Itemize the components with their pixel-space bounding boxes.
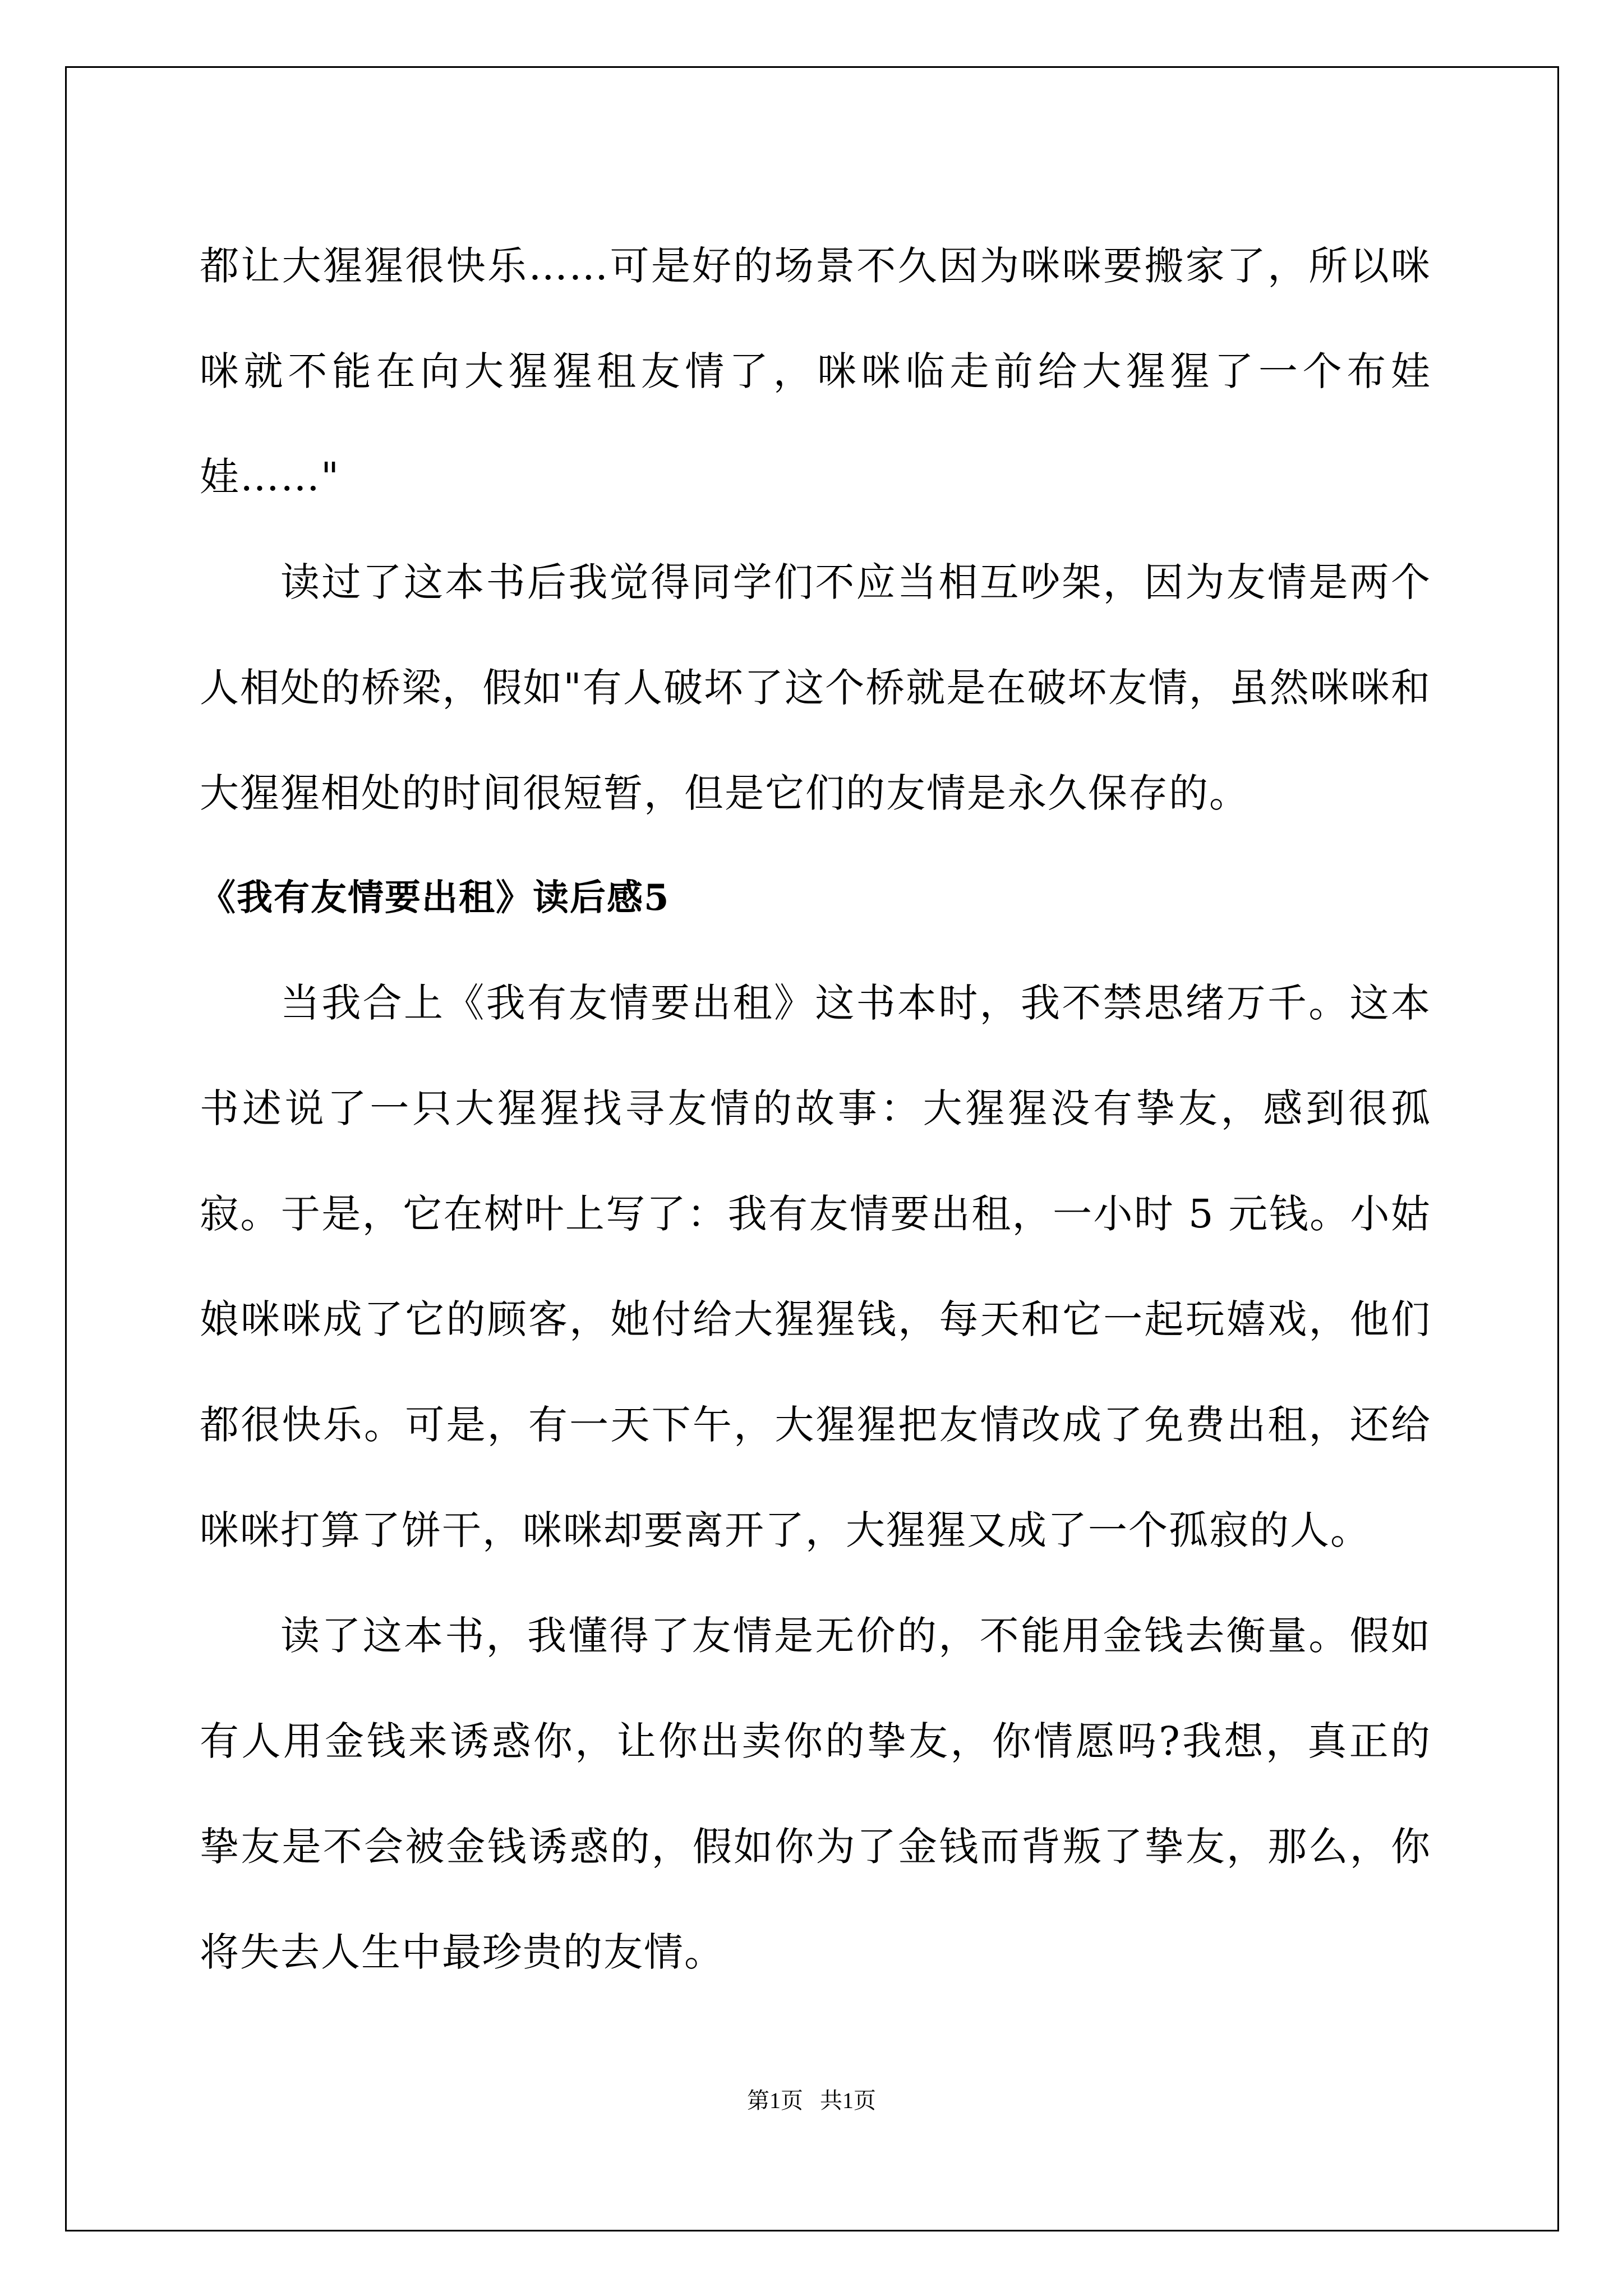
section-title: 《我有友情要出租》读后感5 <box>200 877 670 919</box>
page-number-footer: 第1页 共1页 <box>747 2088 876 2113</box>
paragraph-reflection: 读过了这本书后我觉得同学们不应当相互吵架，因为友情是两个人相处的桥梁，假如"有人破坏了这个桥就是在破坏友情，虽然咪咪和大猩猩相处的时间很短暂，但是它们的友情是永久保存的。 <box>200 559 1431 816</box>
paragraph-continued: 都让大猩猩很快乐……可是好的场景不久因为咪咪要搬家了，所以咪咪就不能在向大猩猩租友情了，咪咪临走前给大猩猩了一个布娃娃……" <box>200 243 1431 500</box>
paragraph-summary: 当我合上《我有友情要出租》这书本时，我不禁思绪万千。这本书述说了一只大猩猩找寻友情的故事：大猩猩没有挚友，感到很孤寂。于是，它在树叶上写了：我有友情要出租，一小时 5 元钱。小姑娘咪咪成了它的顾客，她付给大猩猩钱，每天和它一起玩嬉戏，他们都很快乐。可是，有一天下午，大猩猩把友情改成了免费出租，还给咪咪打算了饼干，咪咪却要离开了，大猩猩又成了一个孤寂的人。 <box>200 980 1431 1553</box>
paragraph-conclusion: 读了这本书，我懂得了友情是无价的，不能用金钱去衡量。假如有人用金钱来诱惑你，让你出卖你的挚友，你情愿吗?我想，真正的挚友是不会被金钱诱惑的，假如你为了金钱而背叛了挚友，那么，你将失去人生中最珍贵的友情。 <box>200 1613 1431 1975</box>
document-body <box>200 213 1431 2005</box>
